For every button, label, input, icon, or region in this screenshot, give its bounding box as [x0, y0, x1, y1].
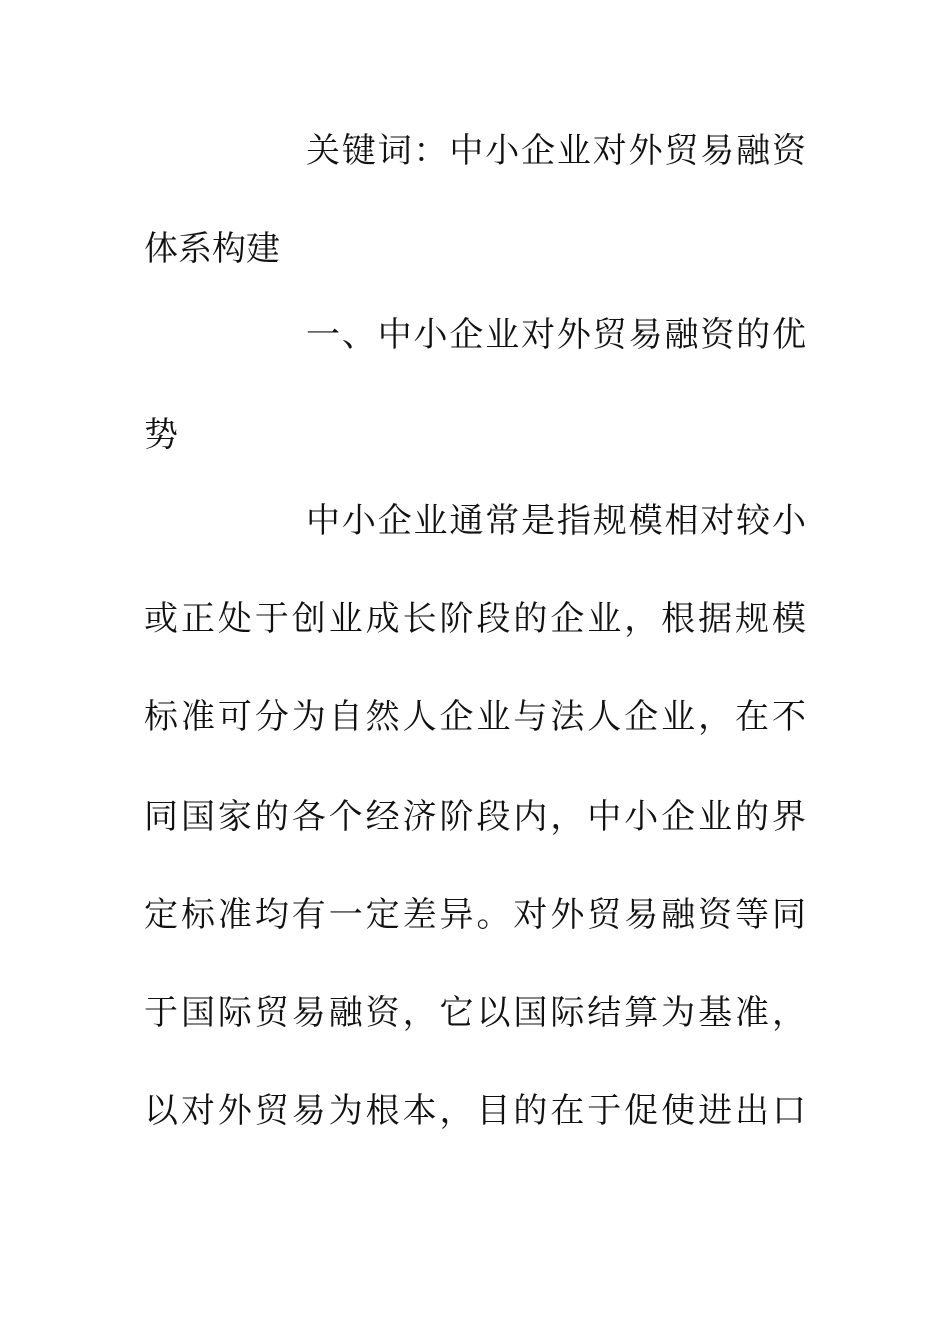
paragraph-line: 或正处于创业成长阶段的企业，根据规模 [144, 599, 806, 639]
section-heading: 一、中小企业对外贸易融资的优 [306, 315, 806, 355]
keywords-line-continuation: 体系构建 [144, 229, 280, 269]
paragraph-line: 同国家的各个经济阶段内，中小企业的界 [144, 797, 806, 837]
keywords-line: 关键词：中小企业对外贸易融资 [306, 131, 806, 171]
paragraph-line: 以对外贸易为根本，目的在于促使进出口 [144, 1091, 806, 1131]
paragraph-line: 定标准均有一定差异。对外贸易融资等同 [144, 895, 806, 935]
paragraph-line: 中小企业通常是指规模相对较小 [306, 501, 806, 541]
paragraph-line: 标准可分为自然人企业与法人企业，在不 [144, 697, 806, 737]
section-heading-continuation: 势 [144, 415, 178, 455]
paragraph-line: 于国际贸易融资，它以国际结算为基准， [144, 993, 806, 1033]
